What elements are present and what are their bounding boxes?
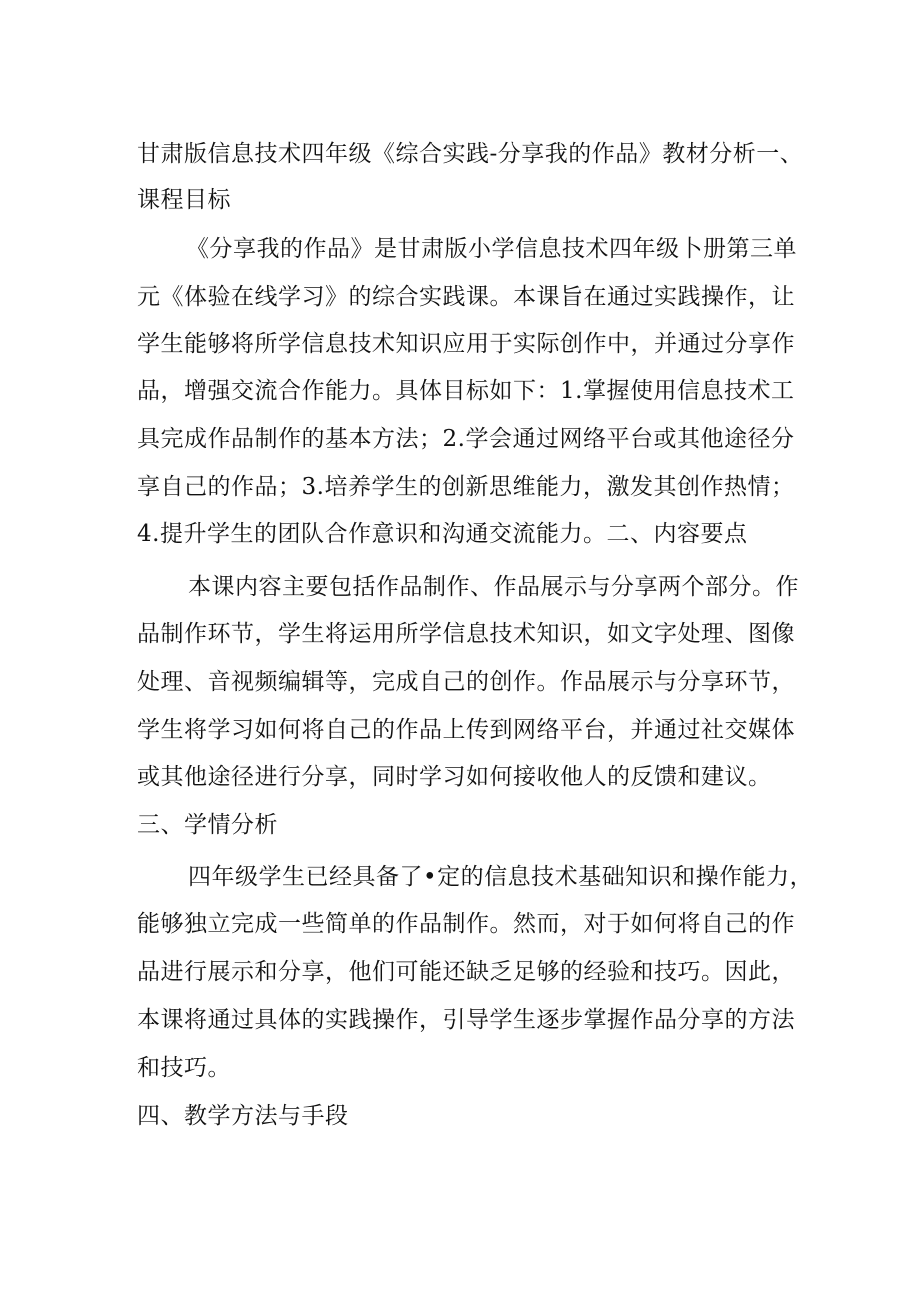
paragraph-line: 本课将通过具体的实践操作，引导学生逐步掌握作品分享的方法 [137, 1007, 795, 1033]
paragraph-line: 或其他途径进行分享，同时学习如何接收他人的反馈和建议。 [137, 764, 772, 790]
paragraph-line: 能够独立完成一些简单的作品制作。然而，对于如何将自己的作 [137, 911, 795, 937]
section-heading-course-goals: 课程目标 [137, 187, 231, 213]
paragraph-line: 享自己的作品；3.培养学生的创新思维能力，激发其创作热情； [137, 474, 795, 500]
paragraph-line: 和技巧。 [137, 1055, 231, 1081]
section-heading-learner-analysis: 三、学情分析 [137, 812, 278, 838]
paragraph-line: 品，增强交流合作能力。具体目标如下：1.掌握使用信息技术工 [137, 378, 795, 404]
paragraph-line: 具完成作品制作的基本方法；2.学会通过网络平台或其他途径分 [137, 426, 795, 452]
paragraph-line: 学生能够将所学信息技术知识应用于实际创作中，并通过分享作 [137, 331, 795, 357]
paragraph-line: 品进行展示和分享，他们可能还缺乏足够的经验和技巧。因此， [137, 959, 795, 985]
paragraph-line: 学生将学习如何将自己的作品上传到网络平台，并通过社交媒体 [137, 717, 795, 743]
document-title-line: 甘肃版信息技术四年级《综合实践-分享我的作品》教材分析一、 [137, 141, 804, 167]
paragraph-line: 本课内容主要包括作品制作、作品展示与分享两个部分。作 [188, 574, 799, 600]
paragraph-line: 《分享我的作品》是甘肃版小学信息技术四年级卜册第三单 [186, 236, 797, 262]
paragraph-line: 处理、音视频编辑等，完成自己的创作。作品展示与分享环节， [137, 669, 795, 695]
section-heading-teaching-methods: 四、教学方法与手段 [137, 1103, 349, 1129]
paragraph-line: 4.提升学生的团队合作意识和沟通交流能力。二、内容要点 [137, 521, 748, 547]
paragraph-line: 品制作环节，学生将运用所学信息技术知识，如文字处理、图像 [137, 621, 795, 647]
paragraph-line: 元《体验在线学习》的综合实践课。本课旨在通过实践操作，让 [137, 284, 795, 310]
paragraph-line: 四年级学生已经具备了•定的信息技术基础知识和操作能力， [188, 864, 814, 890]
